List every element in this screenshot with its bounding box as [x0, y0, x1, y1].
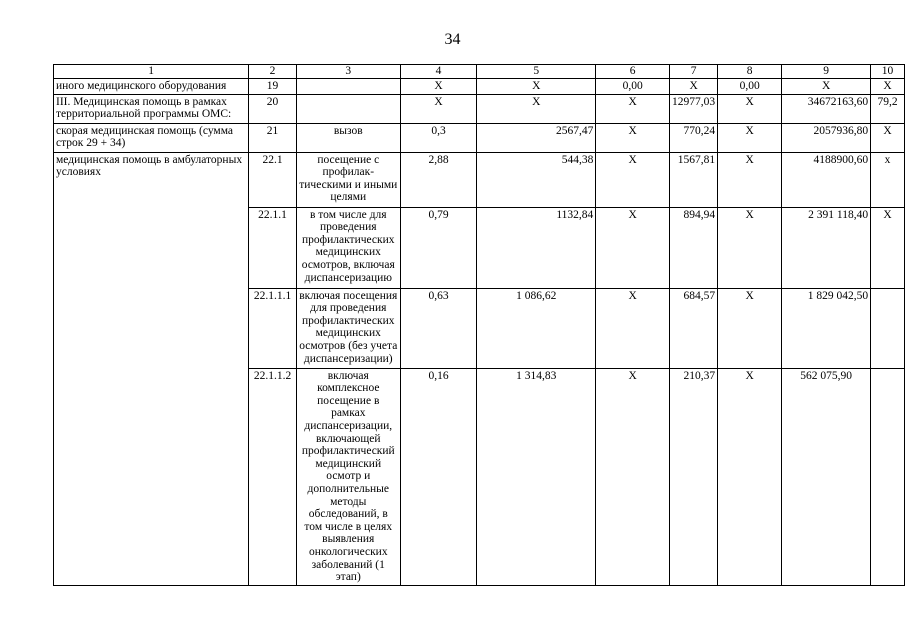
header-cell: 4 [400, 65, 476, 79]
table-row [54, 123, 905, 152]
row-code-cell: 22.1.1.2 [249, 368, 296, 585]
value-cell: X [718, 123, 782, 152]
column-number-row [54, 65, 905, 79]
value-cell: X [400, 79, 476, 95]
header-cell: 7 [670, 65, 718, 79]
header-cell: 10 [871, 65, 905, 79]
value-cell: 34672163,60 [782, 94, 871, 123]
unit-cell: посещение с профилак-тическими и иными целями [296, 152, 400, 207]
value-cell: 12977,03 [670, 94, 718, 123]
value-cell: 1 829 042,50 [782, 288, 871, 368]
value-cell: X [871, 79, 905, 95]
value-cell: 0,00 [596, 79, 670, 95]
row-name-cell: III. Медицинская помощь в рамках территориальной программы ОМС: [54, 94, 249, 123]
value-cell: 0,63 [400, 288, 476, 368]
value-cell: X [596, 368, 670, 585]
value-cell: 770,24 [670, 123, 718, 152]
value-cell: X [718, 207, 782, 288]
row-code-cell: 22.1.1.1 [249, 288, 296, 368]
table-row [54, 94, 905, 123]
header-cell: 2 [249, 65, 296, 79]
value-cell: 79,2 [871, 94, 905, 123]
value-cell: 894,94 [670, 207, 718, 288]
unit-cell: вызов [296, 123, 400, 152]
value-cell: 2 391 118,40 [782, 207, 871, 288]
unit-cell: в том числе для проведения профилактических медицинских осмотров, включая диспансеризацию [296, 207, 400, 288]
value-cell: 4188900,60 [782, 152, 871, 207]
value-cell: X [782, 79, 871, 95]
value-cell: X [477, 94, 596, 123]
row-code-cell: 21 [249, 123, 296, 152]
table-row [54, 79, 905, 95]
value-cell: 1567,81 [670, 152, 718, 207]
value-cell: 0,00 [718, 79, 782, 95]
value-cell: 684,57 [670, 288, 718, 368]
header-cell: 3 [296, 65, 400, 79]
value-cell: X [670, 79, 718, 95]
value-cell: 0,3 [400, 123, 476, 152]
value-cell: 544,38 [477, 152, 596, 207]
row-name-cell: иного медицинского оборудования [54, 79, 249, 95]
value-cell: 0,16 [400, 368, 476, 585]
header-cell: 1 [54, 65, 249, 79]
value-cell: X [596, 94, 670, 123]
unit-cell [296, 79, 400, 95]
value-cell [871, 368, 905, 585]
row-name-cell: медицинская помощь в амбулаторных условиях [54, 152, 249, 585]
value-cell: X [718, 152, 782, 207]
value-cell: 2057936,80 [782, 123, 871, 152]
value-cell: 1 086,62 [477, 288, 596, 368]
unit-cell: включая комплексное посещение в рамках диспансеризации, включающей профилактический медицинский осмотр и дополнительные методы обследований, в том числе в целях выявления онкологических заболеваний (1 этап) [296, 368, 400, 585]
row-code-cell: 22.1 [249, 152, 296, 207]
header-cell: 8 [718, 65, 782, 79]
value-cell: 1 314,83 [477, 368, 596, 585]
value-cell: X [477, 79, 596, 95]
row-code-cell: 22.1.1 [249, 207, 296, 288]
financing-table [53, 64, 905, 586]
row-name-cell: скорая медицинская помощь (сумма строк 29 + 34) [54, 123, 249, 152]
value-cell: X [596, 288, 670, 368]
header-cell: 5 [477, 65, 596, 79]
table-row [54, 152, 905, 207]
unit-cell: включая посещения для проведения профилактических медицинских осмотров (без учета диспансеризации) [296, 288, 400, 368]
value-cell: 2,88 [400, 152, 476, 207]
value-cell: 0,79 [400, 207, 476, 288]
header-cell: 6 [596, 65, 670, 79]
value-cell: x [871, 152, 905, 207]
value-cell: X [718, 288, 782, 368]
value-cell: 562 075,90 [782, 368, 871, 585]
page-number: 34 [444, 31, 461, 48]
row-code-cell: 20 [249, 94, 296, 123]
value-cell: 2567,47 [477, 123, 596, 152]
value-cell: 210,37 [670, 368, 718, 585]
value-cell: X [400, 94, 476, 123]
header-cell: 9 [782, 65, 871, 79]
value-cell: X [871, 123, 905, 152]
value-cell: X [718, 94, 782, 123]
value-cell: X [718, 368, 782, 585]
value-cell: X [596, 152, 670, 207]
row-code-cell: 19 [249, 79, 296, 95]
unit-cell [296, 94, 400, 123]
value-cell: X [596, 207, 670, 288]
value-cell: X [596, 123, 670, 152]
value-cell [871, 288, 905, 368]
value-cell: 1132,84 [477, 207, 596, 288]
value-cell: X [871, 207, 905, 288]
